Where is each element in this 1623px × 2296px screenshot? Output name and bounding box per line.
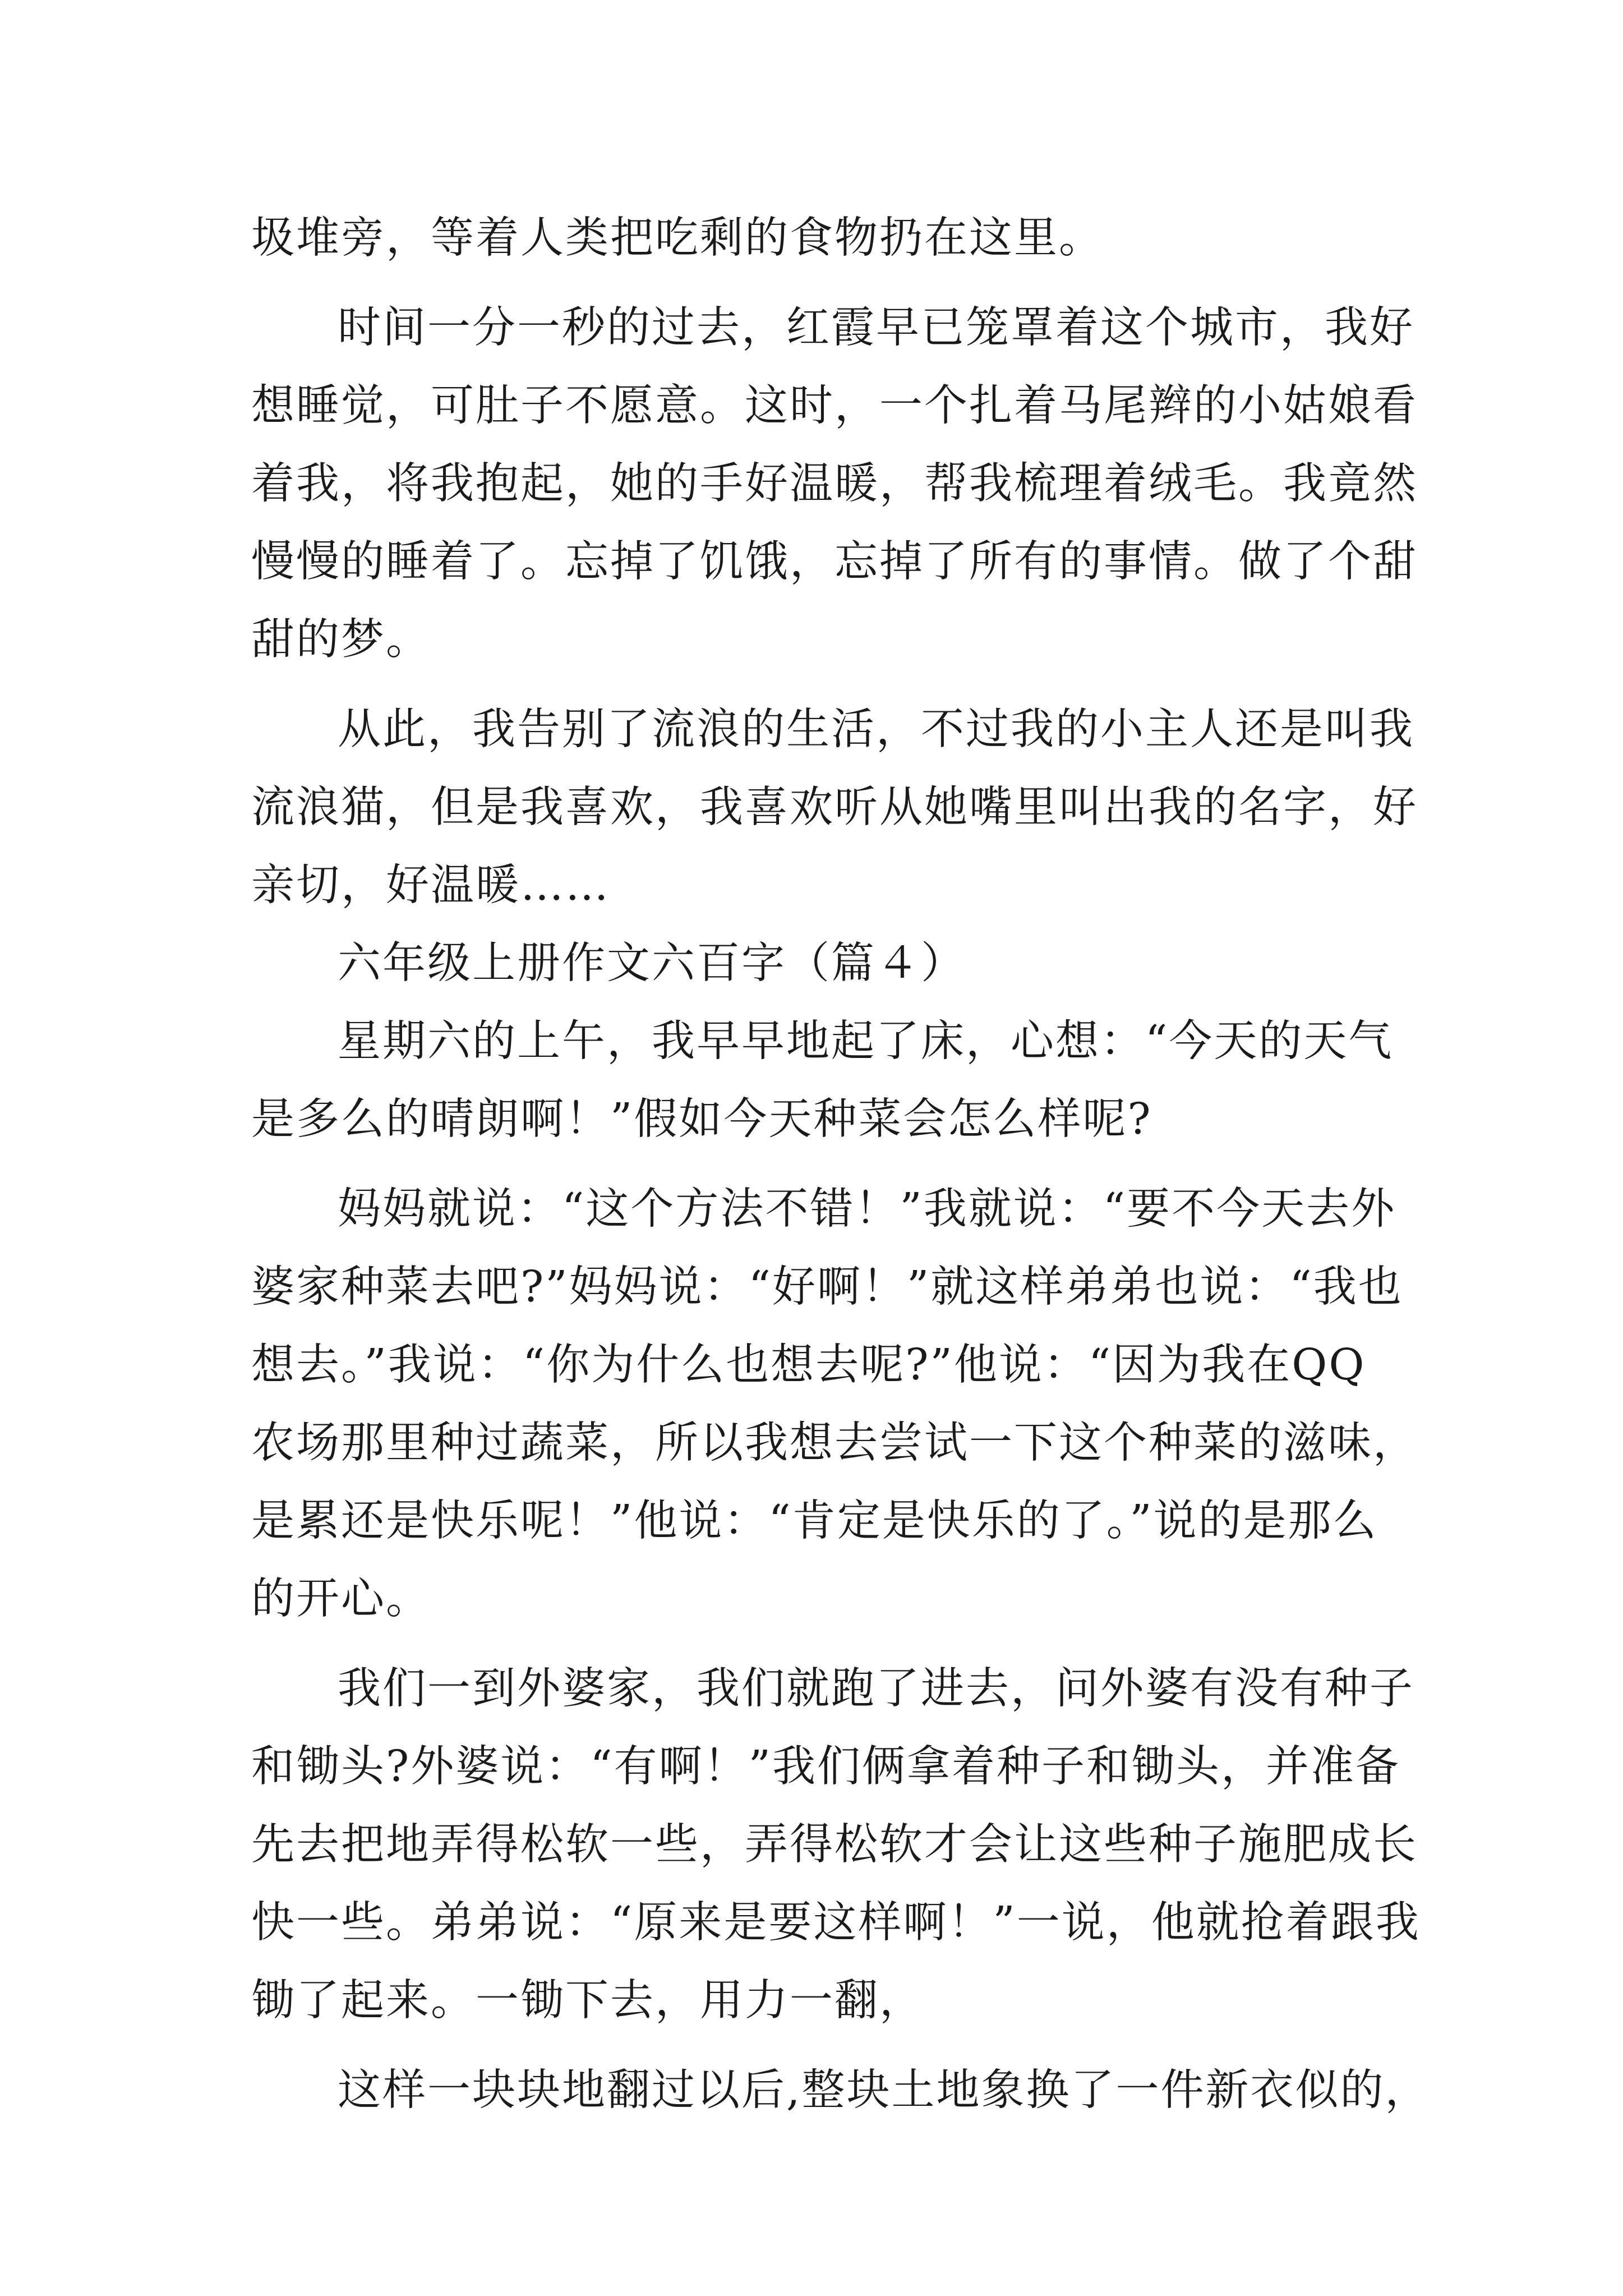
text-line: 想睡觉，可肚子不愿意。这时，一个扎着马尾辫的小姑娘看 xyxy=(251,381,1418,431)
paragraph-1 xyxy=(251,199,1390,277)
text-line: 是累还是快乐呢！”他说：“肯定是快乐的了。”说的是那么 xyxy=(251,1496,1378,1546)
text-line: 星期六的上午，我早早地起了床，心想：“今天的天气 xyxy=(338,1016,1394,1066)
text-line: 圾堆旁，等着人类把吃剩的食物扔在这里。 xyxy=(251,213,1104,263)
text-line: 从此，我告别了流浪的生活，不过我的小主人还是叫我 xyxy=(338,705,1414,754)
paragraph-7 xyxy=(251,2051,1430,2129)
essay-heading xyxy=(251,924,1390,1002)
text-line: 着我，将我抱起，她的手好温暖，帮我梳理着绒毛。我竟然 xyxy=(251,459,1418,509)
text-line: 亲切，好温暖…… xyxy=(251,861,610,910)
text-line: 先去把地弄得松软一些，弄得松软才会让这些种子施肥成长 xyxy=(251,1820,1418,1870)
document-page xyxy=(251,199,1430,2129)
text-line: 是多么的晴朗啊！”假如今天种菜会怎么样呢? xyxy=(251,1094,1152,1144)
paragraph-4 xyxy=(251,1002,1394,1158)
text-line: 妈妈就说：“这个方法不错！”我就说：“要不今天去外 xyxy=(338,1184,1396,1234)
paragraph-3 xyxy=(251,691,1418,924)
text-line: 想去。”我说：“你为什么也想去呢?”他说：“因为我在QQ xyxy=(251,1340,1366,1390)
text-line: 这样一块块地翻过以后,整块土地象换了一件新衣似的， xyxy=(338,2065,1430,2115)
paragraph-5 xyxy=(251,1170,1418,1638)
text-line: 和锄头?外婆说：“有啊！”我们俩拿着种子和锄头，并准备 xyxy=(251,1742,1401,1792)
text-line: 婆家种菜去吧?”妈妈说：“好啊！”就这样弟弟也说：“我也 xyxy=(251,1262,1403,1312)
text-line: 我们一到外婆家，我们就跑了进去，问外婆有没有种子 xyxy=(338,1664,1414,1714)
text-line: 时间一分一秒的过去，红霞早已笼罩着这个城市，我好 xyxy=(338,303,1414,353)
text-line: 的开心。 xyxy=(251,1574,431,1624)
heading-text: 六年级上册作文六百字（篇４） xyxy=(338,938,966,988)
text-line: 慢慢的睡着了。忘掉了饥饿，忘掉了所有的事情。做了个甜 xyxy=(251,537,1418,587)
paragraph-2 xyxy=(251,289,1418,679)
text-line: 农场那里种过蔬菜，所以我想去尝试一下这个种菜的滋味， xyxy=(251,1418,1418,1468)
paragraph-6 xyxy=(251,1650,1421,2040)
text-line: 流浪猫，但是我喜欢，我喜欢听从她嘴里叫出我的名字，好 xyxy=(251,783,1418,832)
text-line: 甜的梦。 xyxy=(251,615,431,665)
text-line: 快一些。弟弟说：“原来是要这样啊！”一说，他就抢着跟我 xyxy=(251,1898,1421,1948)
text-line: 锄了起来。一锄下去，用力一翻， xyxy=(251,1976,924,2026)
